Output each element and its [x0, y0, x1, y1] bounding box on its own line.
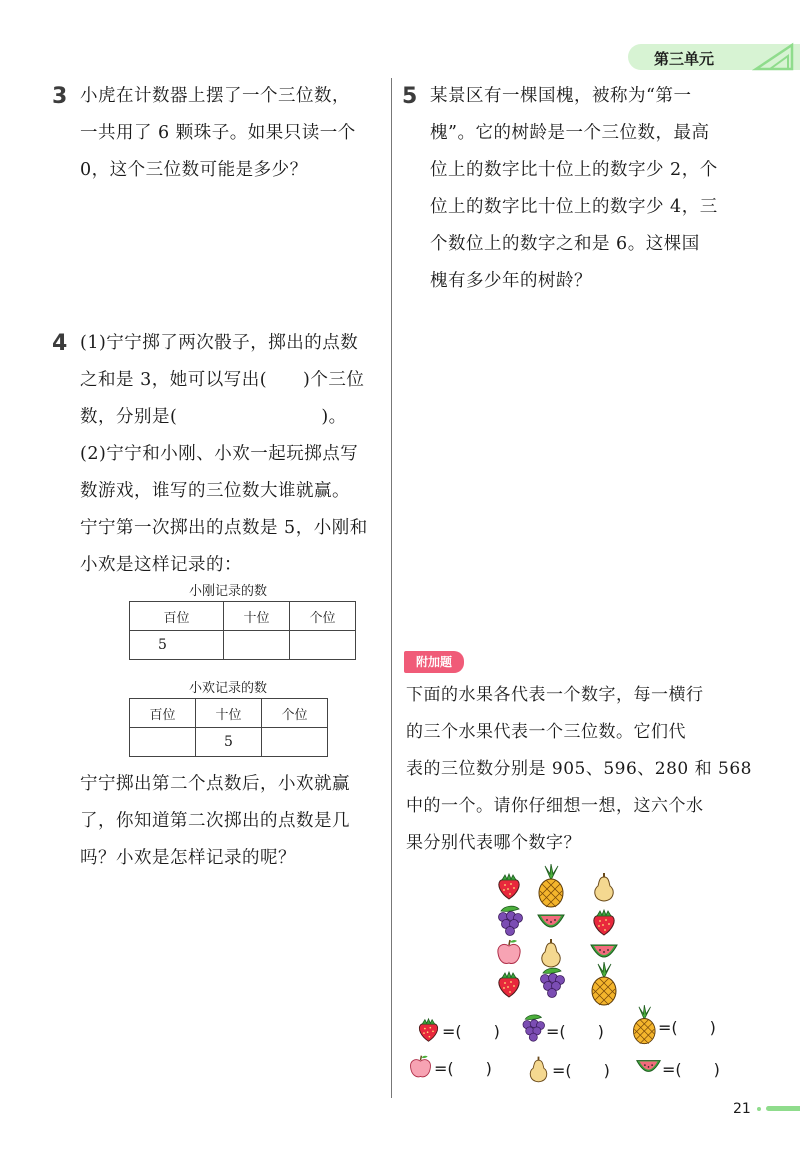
strawberry-icon	[415, 1016, 442, 1043]
table-row	[130, 728, 328, 757]
strawberry-icon	[494, 871, 524, 901]
column-divider	[391, 78, 392, 1098]
text-line: 一共用了 6 颗珠子。如果只读一个	[80, 123, 356, 143]
footer-dot	[757, 1107, 761, 1111]
text-line: 之和是 3，她可以写出( )个三位	[80, 370, 365, 390]
watermelon-icon	[536, 911, 566, 933]
bonus-tag: 附加题	[404, 651, 464, 673]
text-line: 了，你知道第二次掷出的点数是几	[80, 811, 350, 831]
text-line: 小虎在计数器上摆了一个三位数，	[80, 86, 350, 106]
strawberry-icon	[589, 907, 619, 937]
pear-icon	[589, 869, 619, 903]
table-row	[130, 631, 356, 660]
grape-icon	[535, 965, 567, 1003]
answer-blank-watermelon[interactable]: =( )	[662, 1060, 720, 1079]
unit-tab	[628, 42, 800, 72]
answer-blank-pineapple[interactable]: =( )	[658, 1018, 716, 1037]
cell-tens[interactable]	[224, 631, 290, 660]
text-line: 位上的数字比十位上的数字少 2，个	[430, 160, 718, 180]
footer-bar	[766, 1106, 800, 1111]
header-ones: 个位	[290, 602, 356, 631]
question-5-text	[430, 78, 718, 300]
text-line: 槐有多少年的树龄？	[430, 271, 592, 291]
text-line: 果分别代表哪个数字？	[406, 833, 581, 853]
text-line: 的三个水果代表一个三位数。它们代	[406, 722, 686, 742]
text-line: 小欢是这样记录的：	[80, 555, 242, 575]
header-hundreds: 百位	[130, 699, 196, 728]
text-line: 某景区有一棵国槐，被称为“第一	[430, 86, 692, 106]
text-line: 宁宁第一次掷出的点数是 5，小刚和	[80, 518, 368, 538]
question-4-text-b	[80, 766, 350, 877]
text-line: 数游戏，谁写的三位数大谁就赢。	[80, 481, 350, 501]
apple-icon	[407, 1053, 434, 1080]
unit-title: 第三单元	[654, 50, 715, 68]
question-5-number: 5	[402, 84, 418, 109]
text-line: 数，分别是( )。	[80, 407, 347, 427]
text-line: 槐”。它的树龄是一个三位数，最高	[430, 123, 710, 143]
text-line: 宁宁掷出第二个点数后，小欢就赢	[80, 774, 350, 794]
header-tens: 十位	[196, 699, 262, 728]
xiaogang-record-table	[129, 601, 356, 660]
table-1-title: 小刚记录的数	[188, 584, 267, 599]
answer-blank-apple[interactable]: =( )	[434, 1059, 492, 1078]
xiaohuan-record-table	[129, 698, 328, 757]
text-line: (1)宁宁掷了两次骰子，掷出的点数	[80, 333, 359, 353]
pear-icon	[525, 1053, 552, 1084]
triangle-ruler-icon	[752, 42, 796, 72]
cell-hundreds[interactable]: 5	[130, 631, 224, 660]
question-3-text	[80, 78, 356, 189]
answer-blank-grape[interactable]: =( )	[546, 1022, 604, 1041]
table-header-row	[130, 699, 328, 728]
page-number: 21	[733, 1101, 751, 1117]
cell-ones[interactable]	[262, 728, 328, 757]
question-3-number: 3	[52, 84, 68, 109]
pineapple-icon	[587, 962, 621, 1006]
pear-icon	[536, 935, 566, 969]
header-tens: 十位	[224, 602, 290, 631]
question-4-text-a	[80, 325, 368, 584]
header-ones: 个位	[262, 699, 328, 728]
text-line: (2)宁宁和小刚、小欢一起玩掷点写	[80, 444, 359, 464]
pineapple-icon	[629, 1005, 660, 1045]
pineapple-icon	[534, 864, 568, 908]
strawberry-icon	[494, 969, 524, 999]
grape-icon	[493, 903, 525, 941]
cell-tens[interactable]: 5	[196, 728, 262, 757]
text-line: 下面的水果各代表一个数字，每一横行	[406, 685, 704, 705]
apple-icon	[494, 937, 524, 967]
text-line: 0，这个三位数可能是多少？	[80, 160, 308, 180]
text-line: 个数位上的数字之和是 6。这棵国	[430, 234, 700, 254]
question-4-number: 4	[52, 331, 68, 356]
text-line: 吗？小欢是怎样记录的呢？	[80, 848, 296, 868]
grape-icon	[518, 1012, 547, 1046]
header-hundreds: 百位	[130, 602, 224, 631]
watermelon-icon	[635, 1057, 662, 1077]
table-header-row	[130, 602, 356, 631]
watermelon-icon	[589, 941, 619, 963]
table-2-title: 小欢记录的数	[188, 681, 267, 696]
answer-blank-pear[interactable]: =( )	[552, 1061, 610, 1080]
cell-ones[interactable]	[290, 631, 356, 660]
answer-blank-strawberry[interactable]: =( )	[442, 1022, 500, 1041]
text-line: 位上的数字比十位上的数字少 4，三	[430, 197, 718, 217]
cell-hundreds[interactable]	[130, 728, 196, 757]
text-line: 中的一个。请你仔细想一想，这六个水	[406, 796, 704, 816]
bonus-text	[406, 677, 752, 862]
text-line: 表的三位数分别是 905、596、280 和 568	[406, 759, 753, 779]
